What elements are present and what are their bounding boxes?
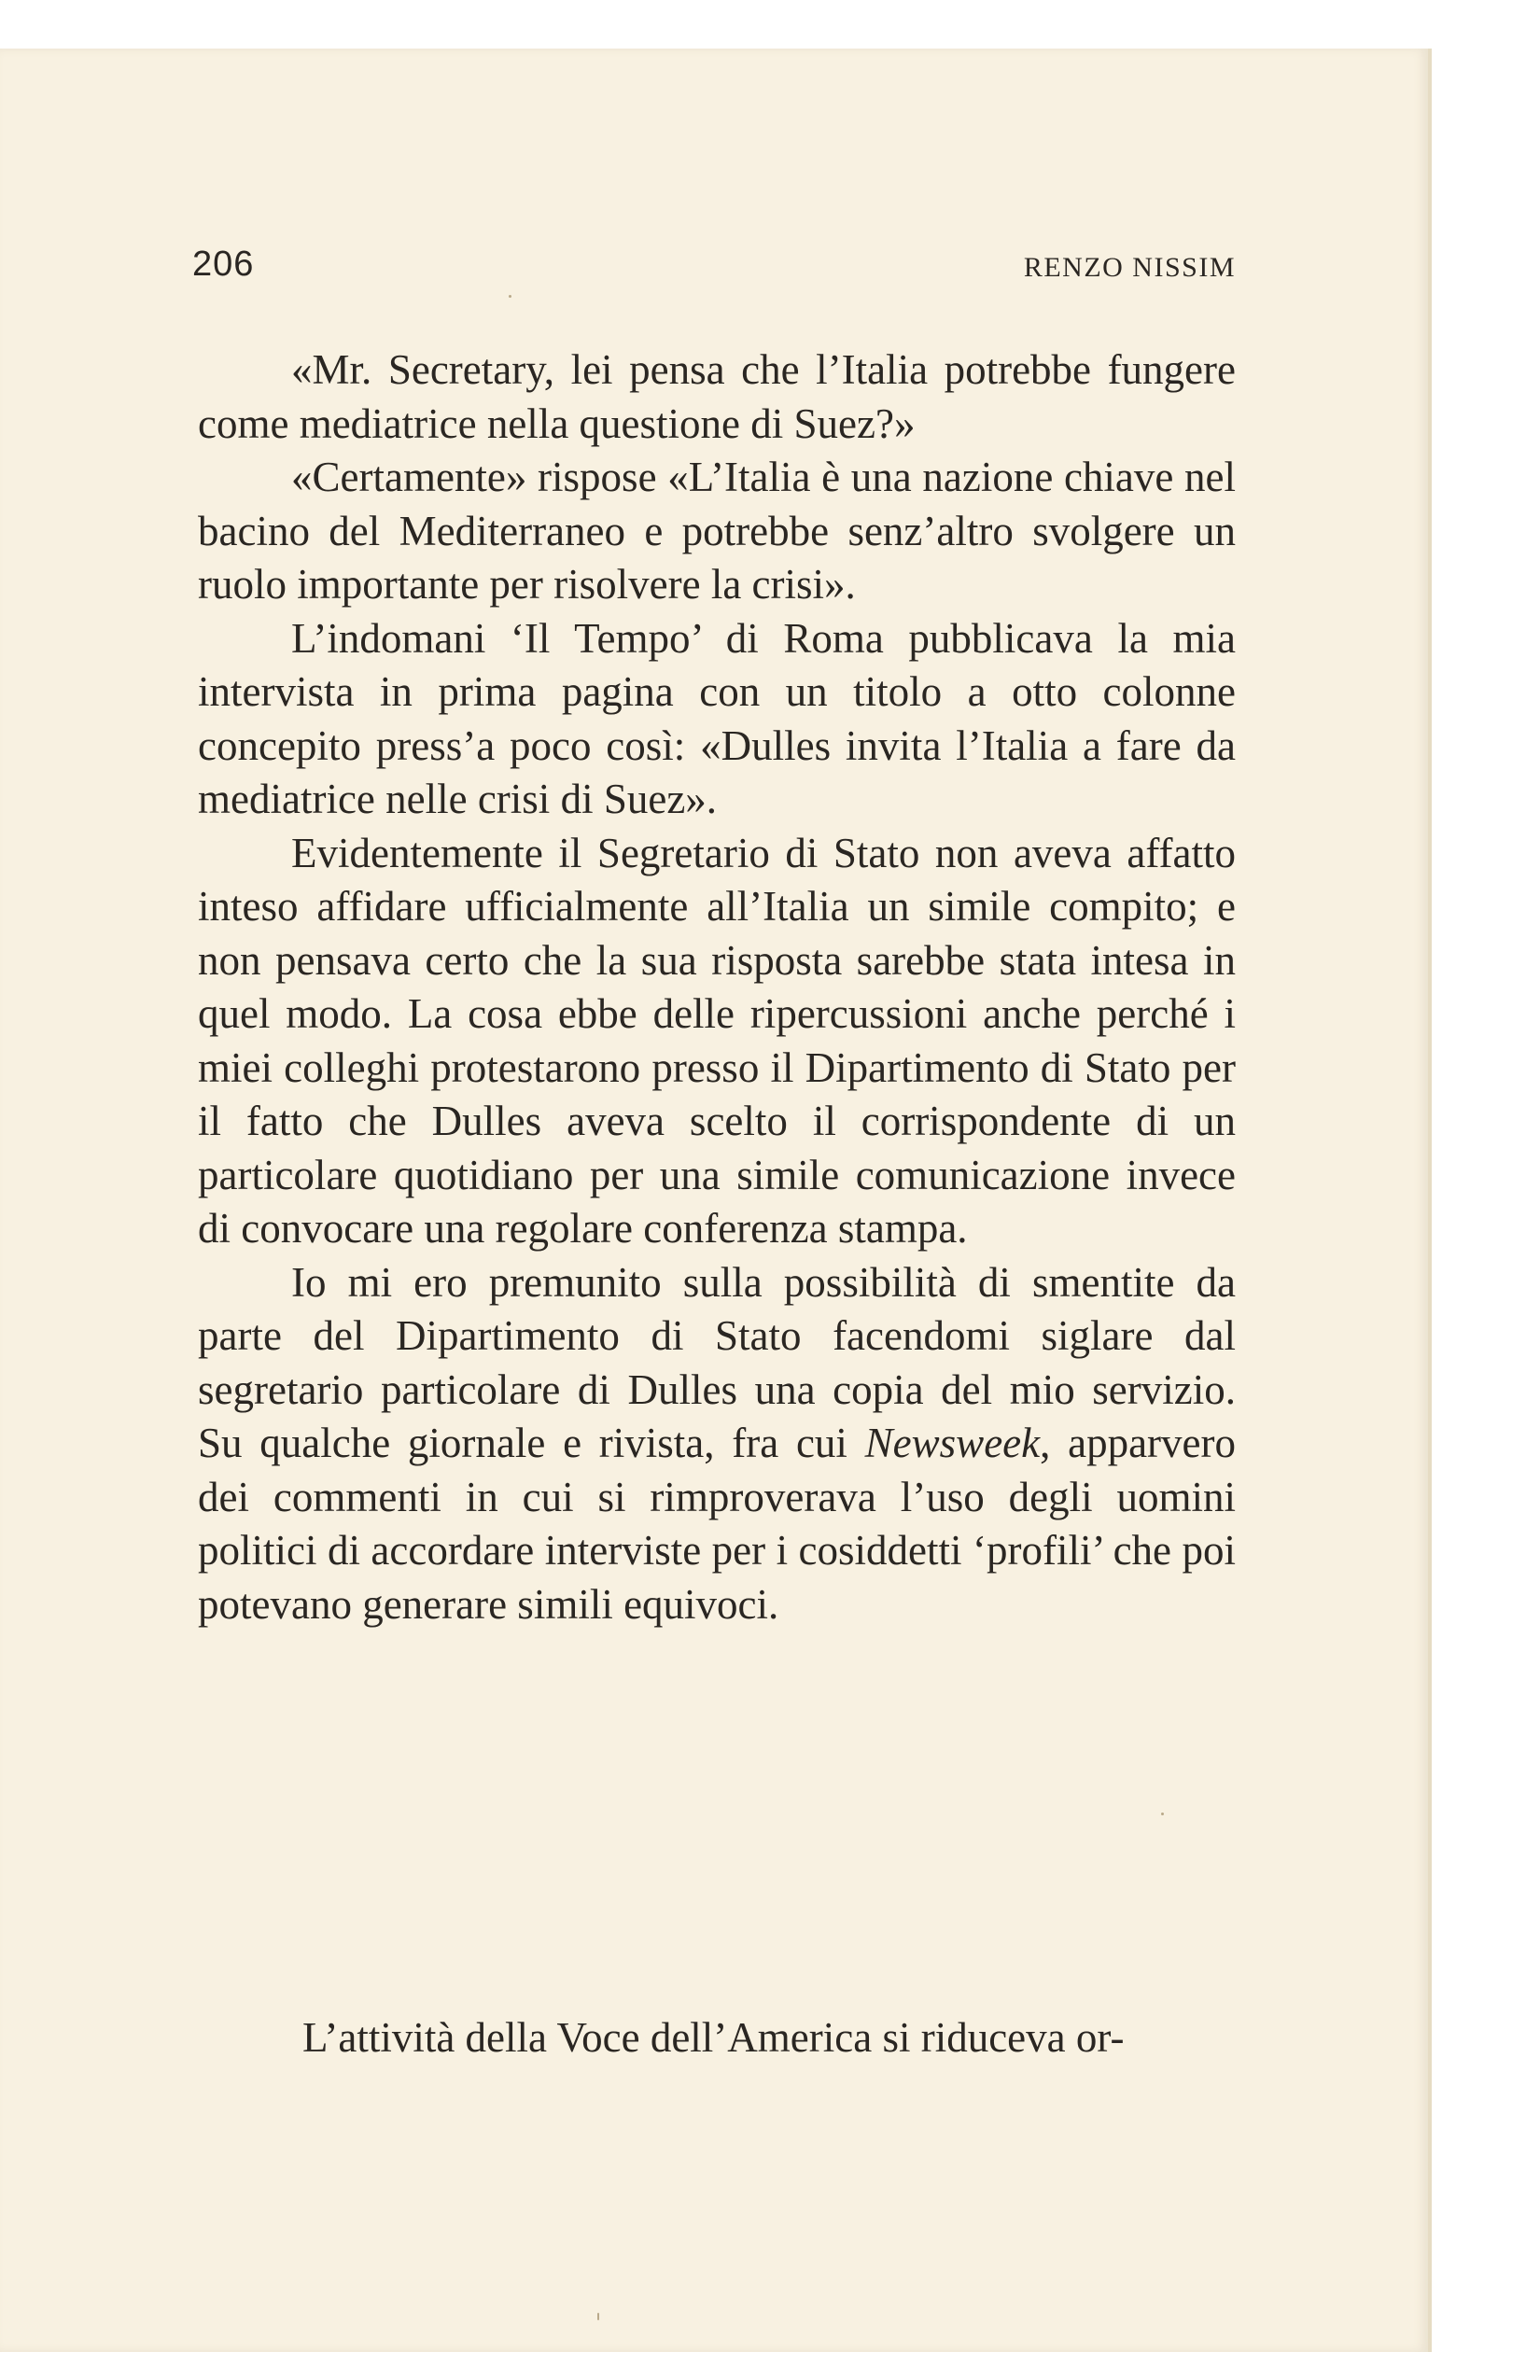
paragraph-5-text-after: , apparvero dei commenti in cui si rimproverava l’uso degli uomini politici di accordare interviste per i cosiddetti ‘profili’ che poi potevano generare simili equivoci.	[198, 1420, 1237, 1628]
paragraph-5-text-before: Io mi ero premunito sulla possibilità di smentite da parte del Dipartimento di Stato facendomi siglare dal segretario particolare di Dulles una copia del mio servizio. Su qualche giornale e rivista, fra cui	[198, 1258, 1236, 1466]
running-head: RENZO NISSIM	[1023, 252, 1236, 283]
paper-speck	[509, 295, 511, 298]
paper-speck	[597, 2313, 599, 2320]
paragraph-2: «Certamente» rispose «L’Italia è una nazione chiave nel bacino del Mediterraneo e potrebbe senz’altro svolgere un ruolo importante per risolvere la crisi».	[198, 454, 1236, 608]
page-header	[192, 245, 1236, 301]
body-text	[198, 343, 1236, 1631]
page-edge	[1428, 49, 1432, 2352]
section-start-line: L’attività della Voce dell’America si riduceva or-	[302, 2014, 1125, 2061]
paragraph-5	[198, 1256, 1236, 1632]
magazine-title: Newsweek	[864, 1420, 1041, 1466]
paragraph-1: «Mr. Secretary, lei pensa che l’Italia potrebbe fungere come mediatrice nella questione di Suez?»	[198, 346, 1236, 447]
page-number: 206	[192, 245, 255, 284]
paragraph-3: L’indomani ‘Il Tempo’ di Roma pubblicava la mia intervista in prima pagina con un titolo a otto colonne concepito press’a poco così: «Dulles invita l’Italia a fare da mediatrice nelle crisi di Suez».	[198, 614, 1236, 822]
paper-speck	[1161, 1813, 1164, 1815]
paragraph-4: Evidentemente il Segretario di Stato non aveva affatto inteso affidare ufficialmente all’Italia un simile compito; e non pensava certo che la sua risposta sarebbe stata intesa in quel modo. La cosa ebbe delle ripercussioni anche perché i miei colleghi protestarono presso il Dipartimento di Stato per il fatto che Dulles aveva scelto il corrispondente di un particolare quotidiano per una simile comunicazione invece di convocare una regolare conferenza stampa.	[198, 829, 1236, 1252]
